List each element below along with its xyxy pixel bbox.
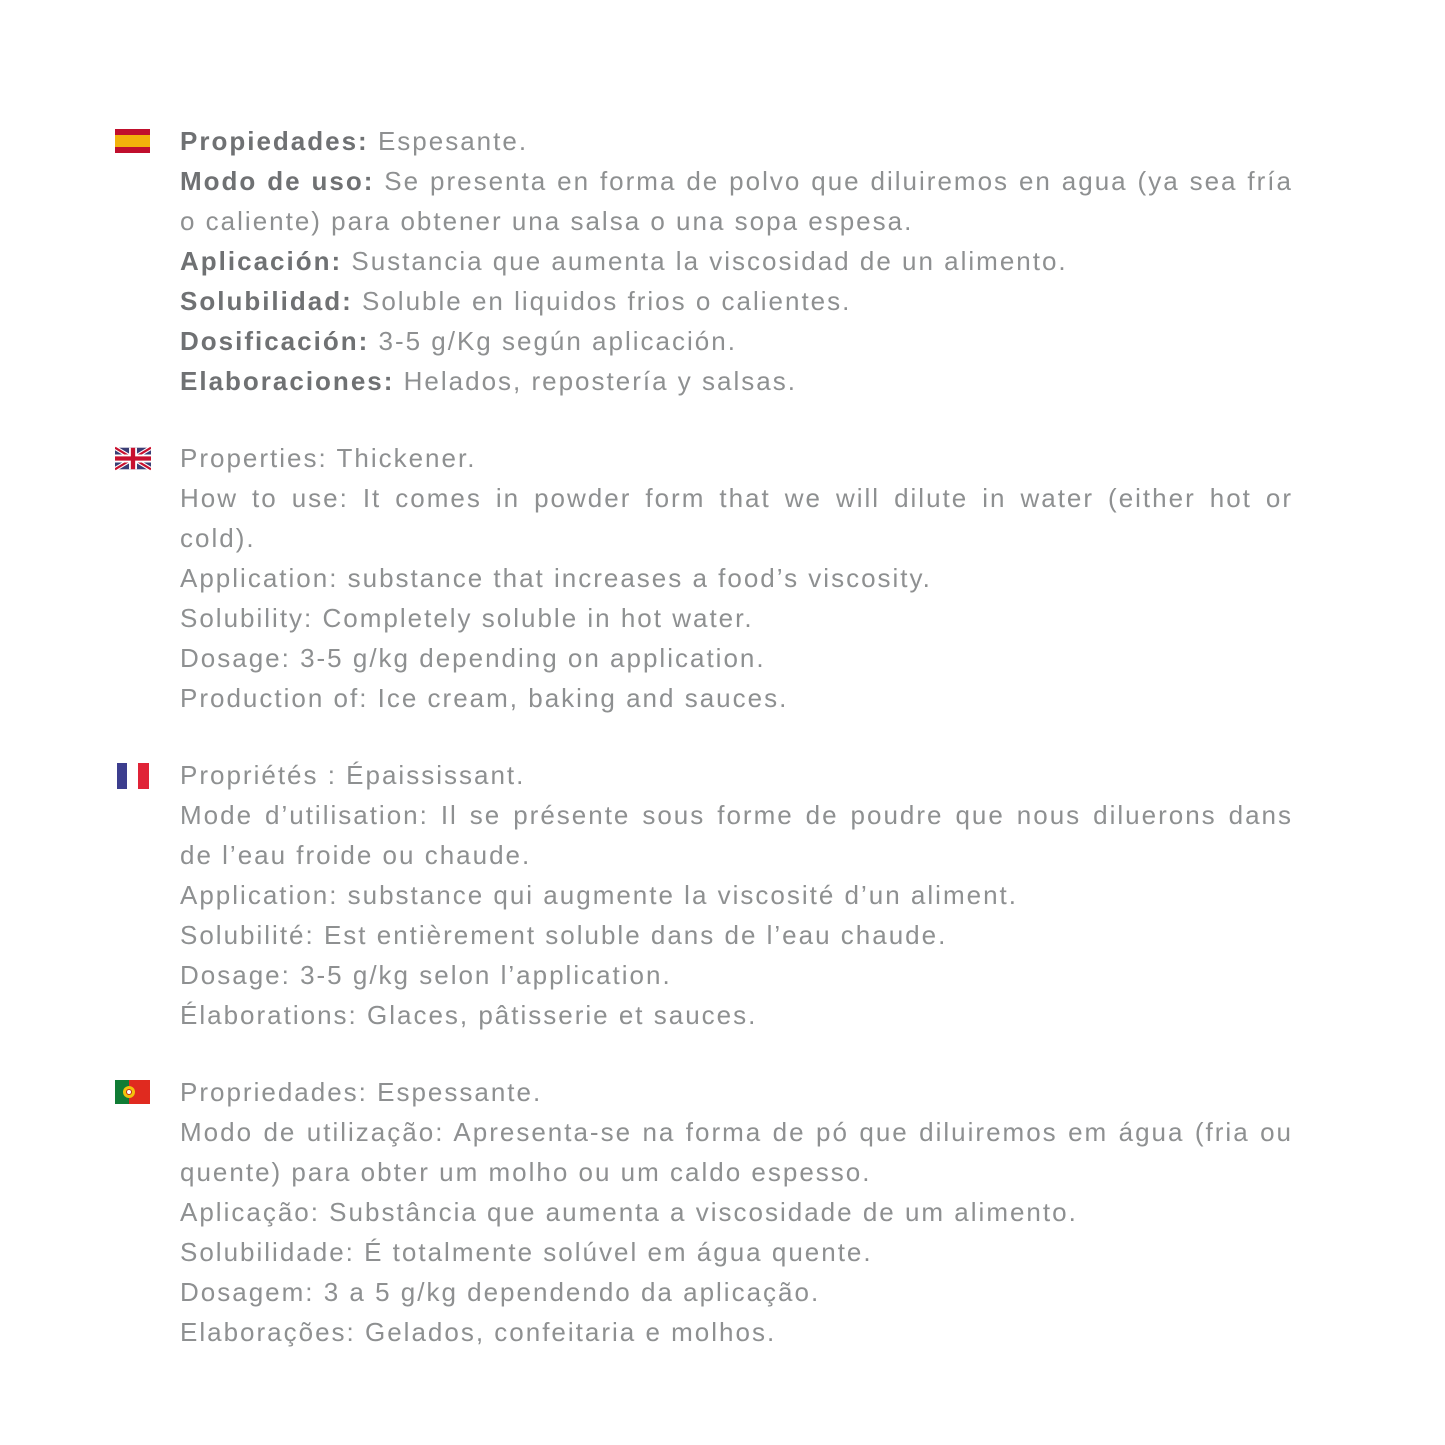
section-french bbox=[115, 755, 1445, 1035]
text-entry bbox=[180, 361, 1293, 401]
entry-text: Solubilidade: É totalmente solúvel em água quente. bbox=[180, 1237, 873, 1267]
text-entry bbox=[180, 995, 1293, 1035]
entry-text: Properties: Thickener. bbox=[180, 443, 477, 473]
text-entry bbox=[180, 438, 1293, 478]
entry-text: Soluble en liquidos frios o calientes. bbox=[362, 286, 852, 316]
text-entry bbox=[180, 321, 1293, 361]
entry-text: Mode d’utilisation: Il se présente sous forme de poudre que nous diluerons dans de l’eau froide ou chaude. bbox=[180, 800, 1293, 870]
entry-text: Aplicação: Substância que aumenta a viscosidade de um alimento. bbox=[180, 1197, 1078, 1227]
text-entry bbox=[180, 241, 1293, 281]
entry-text: Solubility: Completely soluble in hot water. bbox=[180, 603, 754, 633]
entry-label: Elaboraciones: bbox=[180, 366, 395, 396]
text-entry bbox=[180, 678, 1293, 718]
text-entry bbox=[180, 755, 1293, 795]
flag-column bbox=[115, 438, 180, 471]
text-entry bbox=[180, 1192, 1293, 1232]
text-entry bbox=[180, 875, 1293, 915]
entry-label: Dosificación: bbox=[180, 326, 370, 356]
entry-text: Elaborações: Gelados, confeitaria e molhos. bbox=[180, 1317, 777, 1347]
entry-text: Espesante. bbox=[377, 126, 529, 156]
entry-text: Modo de utilização: Apresenta-se na forma de pó que diluiremos em água (fria ou quente) para obter um molho ou um caldo espesso. bbox=[180, 1117, 1293, 1187]
entry-text: Application: substance that increases a food’s viscosity. bbox=[180, 563, 932, 593]
entry-text: How to use: It comes in powder form that we will dilute in water (either hot or cold). bbox=[180, 483, 1293, 553]
text-entry bbox=[180, 558, 1293, 598]
text-entry bbox=[180, 161, 1293, 241]
section-english bbox=[115, 438, 1445, 718]
flag-column bbox=[115, 121, 180, 153]
entry-text: Helados, repostería y salsas. bbox=[403, 366, 797, 396]
text-entry bbox=[180, 1232, 1293, 1272]
text-entry bbox=[180, 1312, 1293, 1352]
section-spanish-text bbox=[180, 121, 1293, 401]
entry-label: Aplicación: bbox=[180, 246, 343, 276]
entry-text: Se presenta en forma de polvo que diluiremos en agua (ya sea fría o caliente) para obtener una salsa o una sopa espesa. bbox=[180, 166, 1293, 236]
entry-text: Dosage: 3-5 g/kg depending on application. bbox=[180, 643, 766, 673]
entry-text: Sustancia que aumenta la viscosidad de un alimento. bbox=[351, 246, 1068, 276]
entry-text: Élaborations: Glaces, pâtisserie et sauces. bbox=[180, 1000, 758, 1030]
section-portuguese bbox=[115, 1072, 1445, 1352]
section-portuguese-text bbox=[180, 1072, 1293, 1352]
section-english-text bbox=[180, 438, 1293, 718]
text-entry bbox=[180, 598, 1293, 638]
entry-text: Solubilité: Est entièrement soluble dans de l’eau chaude. bbox=[180, 920, 948, 950]
entry-text: Dosage: 3-5 g/kg selon l’application. bbox=[180, 960, 672, 990]
flag-column bbox=[115, 755, 180, 789]
entry-text: Application: substance qui augmente la viscosité d’un aliment. bbox=[180, 880, 1018, 910]
text-entry bbox=[180, 915, 1293, 955]
text-entry bbox=[180, 121, 1293, 161]
entry-text: Propriétés : Épaississant. bbox=[180, 760, 526, 790]
entry-label: Modo de uso: bbox=[180, 166, 375, 196]
portugal-flag-icon bbox=[115, 1080, 150, 1104]
entry-label: Propiedades: bbox=[180, 126, 369, 156]
text-entry bbox=[180, 478, 1293, 558]
spain-flag-icon bbox=[115, 129, 150, 153]
france-flag-icon bbox=[117, 763, 149, 789]
entry-text: 3-5 g/Kg según aplicación. bbox=[378, 326, 737, 356]
entry-text: Dosagem: 3 a 5 g/kg dependendo da aplicação. bbox=[180, 1277, 821, 1307]
text-entry bbox=[180, 955, 1293, 995]
united-kingdom-flag-icon bbox=[115, 446, 151, 471]
entry-text: Production of: Ice cream, baking and sauces. bbox=[180, 683, 789, 713]
flag-column bbox=[115, 1072, 180, 1104]
section-spanish bbox=[115, 121, 1445, 401]
entry-label: Solubilidad: bbox=[180, 286, 353, 316]
section-french-text bbox=[180, 755, 1293, 1035]
portugal-emblem-icon bbox=[123, 1086, 135, 1098]
text-entry bbox=[180, 1272, 1293, 1312]
text-entry bbox=[180, 795, 1293, 875]
text-entry bbox=[180, 281, 1293, 321]
entry-text: Propriedades: Espessante. bbox=[180, 1077, 543, 1107]
text-entry bbox=[180, 1072, 1293, 1112]
text-entry bbox=[180, 1112, 1293, 1192]
text-entry bbox=[180, 638, 1293, 678]
